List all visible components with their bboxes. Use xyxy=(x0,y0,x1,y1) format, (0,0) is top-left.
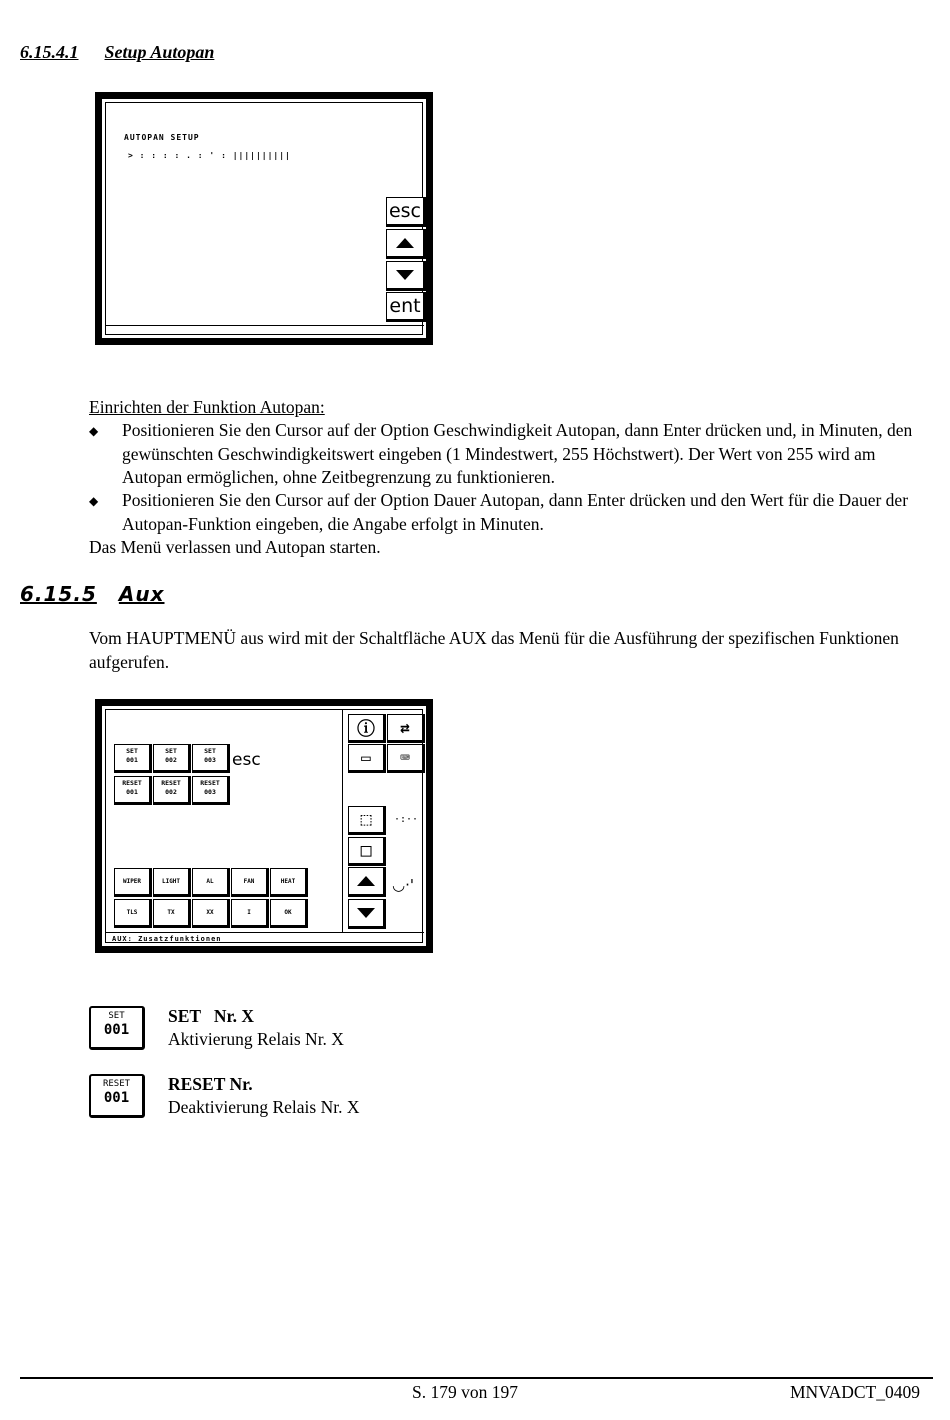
instructions-heading: Einrichten der Funktion Autopan: xyxy=(89,397,325,417)
right-panel-divider xyxy=(342,710,343,932)
set-key-icon xyxy=(89,1006,145,1050)
status-bar-divider xyxy=(106,325,424,326)
reset-relay-2-button[interactable] xyxy=(153,776,191,805)
key-label: RESET xyxy=(102,1079,131,1089)
reset-relay-1-button[interactable] xyxy=(114,776,152,805)
tile-number: 001 xyxy=(126,788,138,796)
esc-button[interactable] xyxy=(386,197,426,227)
fan-button[interactable] xyxy=(231,868,269,897)
tile-label: RESET xyxy=(200,779,220,787)
tile-label: HEAT xyxy=(280,878,296,885)
arrow-up-icon xyxy=(357,876,375,886)
swap-icon: ⇄ xyxy=(400,718,410,737)
tile-label: WIPER xyxy=(122,878,142,885)
bullet-icon: ◆ xyxy=(89,424,99,438)
page-number: S. 179 von 197 xyxy=(412,1382,518,1402)
tile-number: 003 xyxy=(204,788,216,796)
dots-icon: ·:·· xyxy=(394,814,419,825)
up-button[interactable] xyxy=(386,229,426,259)
tile-label: SET xyxy=(126,747,138,755)
section-title: Aux xyxy=(118,582,165,606)
section-title: Setup Autopan xyxy=(104,42,215,62)
wiper-button[interactable] xyxy=(114,868,152,897)
info-icon: ⓘ xyxy=(357,718,375,740)
footer-rule xyxy=(20,1377,933,1379)
tx-button[interactable] xyxy=(153,899,191,928)
tile-label: AL xyxy=(206,878,214,885)
key-number: 001 xyxy=(103,1090,130,1106)
switch-button[interactable] xyxy=(387,714,425,743)
tile-label: OK xyxy=(284,909,292,916)
bullet-icon: ◆ xyxy=(89,494,99,508)
tile-number: 001 xyxy=(126,756,138,764)
arrow-down-icon xyxy=(357,908,375,918)
tile-number: 002 xyxy=(165,756,177,764)
arrow-up-icon xyxy=(396,238,414,248)
info-button[interactable] xyxy=(348,714,386,743)
aux-description: Vom HAUPTMENÜ aus wird mit der Schaltfläche AUX das Menü für die Ausführung der spezifischen Funktionen aufgerufen. xyxy=(89,628,899,672)
tile-label: TLS xyxy=(126,909,138,916)
screen-title-line: AUTOPAN SETUP xyxy=(124,133,200,142)
tile-label: FAN xyxy=(243,878,255,885)
reset-relay-3-button[interactable] xyxy=(192,776,230,805)
tls-button[interactable] xyxy=(114,899,152,928)
set-relay-2-button[interactable] xyxy=(153,744,191,773)
tile-number: 003 xyxy=(204,756,216,764)
down-button[interactable] xyxy=(386,261,426,291)
document-id: MNVADCT_0409 xyxy=(790,1382,920,1402)
legend-set-title: SET Nr. X xyxy=(168,1006,255,1026)
tile-label: XX xyxy=(206,909,214,916)
down-button[interactable] xyxy=(348,899,386,929)
key-number: 001 xyxy=(103,1022,130,1038)
ent-label: ent xyxy=(389,295,421,317)
up-button[interactable] xyxy=(348,867,386,897)
screen-values-line: > : : : : . : ' : |||||||||| xyxy=(128,151,291,160)
section-heading-setup-autopan xyxy=(20,42,214,63)
keyboard-icon: ⌨ xyxy=(400,748,410,767)
page-icon: ▭ xyxy=(361,748,371,767)
al-button[interactable] xyxy=(192,868,230,897)
window-button[interactable] xyxy=(348,837,386,866)
key-label: SET xyxy=(108,1011,125,1021)
frame-icon: ⬚ xyxy=(360,809,372,830)
section-number: 6.15.4.1 xyxy=(20,42,79,62)
status-bar-text: AUX: Zusatzfunktionen xyxy=(112,935,222,943)
i-button[interactable] xyxy=(231,899,269,928)
instructions-closing: Das Menü verlassen und Autopan starten. xyxy=(89,537,381,557)
tile-label: I xyxy=(247,909,251,916)
esc-button[interactable]: esc xyxy=(232,750,261,770)
keyboard-button[interactable] xyxy=(387,744,425,773)
autopan-setup-screen xyxy=(95,92,433,345)
section-heading-aux xyxy=(20,582,164,606)
legend-set-desc: Aktivierung Relais Nr. X xyxy=(168,1029,344,1049)
legend-reset-title: RESET Nr. xyxy=(168,1074,253,1094)
arrow-down-icon xyxy=(396,270,414,280)
frame-button[interactable] xyxy=(348,806,386,835)
heat-button[interactable] xyxy=(270,868,308,897)
tile-label: SET xyxy=(204,747,216,755)
tile-label: RESET xyxy=(161,779,181,787)
instruction-bullet-2: Positionieren Sie den Cursor auf der Option Dauer Autopan, dann Enter drücken und den Wert für die Dauer der Autopan-Funktion eingeben, die Angabe erfolgt in Minuten. xyxy=(122,490,909,534)
tile-label: RESET xyxy=(122,779,142,787)
tile-label: LIGHT xyxy=(161,878,181,885)
reset-key-icon xyxy=(89,1074,145,1118)
set-relay-1-button[interactable] xyxy=(114,744,152,773)
tile-label: SET xyxy=(165,747,177,755)
status-bar-divider xyxy=(106,932,424,933)
legend-reset-desc: Deaktivierung Relais Nr. X xyxy=(168,1097,360,1117)
tile-number: 002 xyxy=(165,788,177,796)
wiper-icon: ◡·' xyxy=(392,876,414,894)
light-button[interactable] xyxy=(153,868,191,897)
section-number: 6.15.5 xyxy=(20,582,97,606)
ok-button[interactable] xyxy=(270,899,308,928)
page-button[interactable] xyxy=(348,744,386,773)
window-icon: □ xyxy=(360,840,372,861)
xx-button[interactable] xyxy=(192,899,230,928)
aux-menu-screen xyxy=(95,699,433,953)
ent-button[interactable] xyxy=(386,292,426,322)
instruction-bullet-1: Positionieren Sie den Cursor auf der Option Geschwindigkeit Autopan, dann Enter drücken und, in Minuten, den gewünschten Geschwindigkeitswert eingeben (1 Mindestwert, 255 Höchstwert). Der Wert von 255 wird am Autopan ermöglichen, ohne Zeitbegrenzung zu funktionieren. xyxy=(122,420,913,487)
set-relay-3-button[interactable] xyxy=(192,744,230,773)
tile-label: TX xyxy=(167,909,175,916)
esc-label: esc xyxy=(388,200,422,222)
